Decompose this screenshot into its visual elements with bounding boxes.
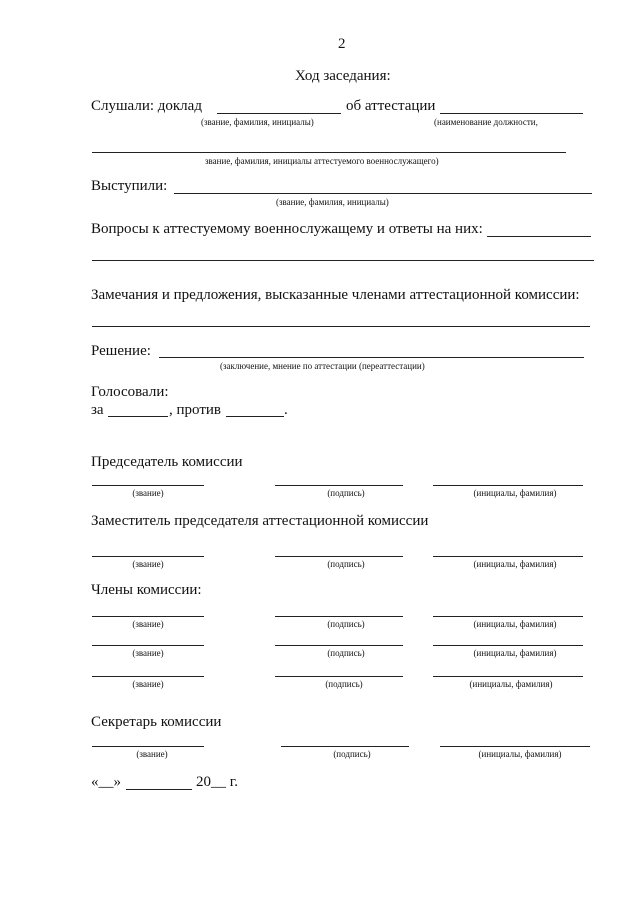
- member-3-rank-field[interactable]: [92, 676, 204, 677]
- voted-against-field[interactable]: [226, 416, 284, 417]
- spoke-field[interactable]: [174, 193, 592, 194]
- voted-against-label: , против: [169, 402, 221, 418]
- remarks-label: Замечания и предложения, высказанные членами аттестационной комиссии:: [91, 287, 580, 303]
- chairman-sign-caption: (подпись): [327, 488, 365, 498]
- deputy-rank-field[interactable]: [92, 556, 204, 557]
- secretary-name-field[interactable]: [440, 746, 590, 747]
- chairman-rank-field[interactable]: [92, 485, 204, 486]
- deputy-sign-caption: (подпись): [327, 559, 365, 569]
- spoke-caption: (звание, фамилия, инициалы): [276, 197, 389, 207]
- heard-line2-caption: звание, фамилия, инициалы аттестуемого военнослужащего): [205, 156, 439, 166]
- member-1-sign-caption: (подпись): [327, 619, 365, 629]
- chairman-name-field[interactable]: [433, 485, 583, 486]
- date-day[interactable]: «__»: [91, 774, 121, 790]
- member-1-sign-field[interactable]: [275, 616, 403, 617]
- heard-position-field[interactable]: [440, 113, 583, 114]
- decision-caption: (заключение, мнение по аттестации (переаттестации): [220, 361, 425, 371]
- remarks-field[interactable]: [92, 326, 590, 327]
- member-3-sign-caption: (подпись): [325, 679, 363, 689]
- member-3-rank-caption: (звание): [132, 679, 164, 689]
- heard-line2-field[interactable]: [92, 152, 566, 153]
- decision-field[interactable]: [159, 357, 584, 358]
- chairman-rank-caption: (звание): [132, 488, 164, 498]
- heard-position-caption: (наименование должности,: [434, 117, 538, 127]
- questions-field-1[interactable]: [487, 236, 591, 237]
- deputy-name-caption: (инициалы, фамилия): [473, 559, 557, 569]
- chairman-label: Председатель комиссии: [91, 454, 243, 470]
- secretary-rank-field[interactable]: [92, 746, 204, 747]
- member-2-name-field[interactable]: [433, 645, 583, 646]
- member-2-name-caption: (инициалы, фамилия): [473, 648, 557, 658]
- voted-for-label: за: [91, 402, 104, 418]
- heard-rank-caption: (звание, фамилия, инициалы): [201, 117, 314, 127]
- heard-rank-field[interactable]: [217, 113, 341, 114]
- deputy-name-field[interactable]: [433, 556, 583, 557]
- chairman-sign-field[interactable]: [275, 485, 403, 486]
- heard-mid-label: об аттестации: [346, 98, 436, 114]
- spoke-label: Выступили:: [91, 178, 168, 194]
- decision-label: Решение:: [91, 343, 151, 359]
- section-title: Ход заседания:: [295, 68, 391, 84]
- questions-label: Вопросы к аттестуемому военнослужащему и ответы на них:: [91, 221, 483, 237]
- chairman-name-caption: (инициалы, фамилия): [473, 488, 557, 498]
- secretary-label: Секретарь комиссии: [91, 714, 222, 730]
- deputy-rank-caption: (звание): [132, 559, 164, 569]
- member-3-sign-field[interactable]: [275, 676, 403, 677]
- date-month-field[interactable]: [126, 789, 192, 790]
- member-2-rank-field[interactable]: [92, 645, 204, 646]
- member-3-name-field[interactable]: [433, 676, 583, 677]
- voted-label: Голосовали:: [91, 384, 169, 400]
- secretary-name-caption: (инициалы, фамилия): [478, 749, 562, 759]
- member-1-rank-field[interactable]: [92, 616, 204, 617]
- member-1-name-caption: (инициалы, фамилия): [473, 619, 557, 629]
- questions-field-2[interactable]: [92, 260, 594, 261]
- secretary-sign-caption: (подпись): [333, 749, 371, 759]
- member-3-name-caption: (инициалы, фамилия): [469, 679, 553, 689]
- heard-label: Слушали: доклад: [91, 98, 202, 114]
- member-1-rank-caption: (звание): [132, 619, 164, 629]
- deputy-sign-field[interactable]: [275, 556, 403, 557]
- member-2-sign-caption: (подпись): [327, 648, 365, 658]
- deputy-label: Заместитель председателя аттестационной комиссии: [91, 513, 429, 529]
- member-2-rank-caption: (звание): [132, 648, 164, 658]
- member-1-name-field[interactable]: [433, 616, 583, 617]
- secretary-rank-caption: (звание): [136, 749, 168, 759]
- secretary-sign-field[interactable]: [281, 746, 409, 747]
- voted-end: .: [284, 402, 288, 418]
- page-number: 2: [338, 36, 346, 52]
- voted-for-field[interactable]: [108, 416, 168, 417]
- date-year[interactable]: 20__ г.: [196, 774, 238, 790]
- member-2-sign-field[interactable]: [275, 645, 403, 646]
- members-label: Члены комиссии:: [91, 582, 202, 598]
